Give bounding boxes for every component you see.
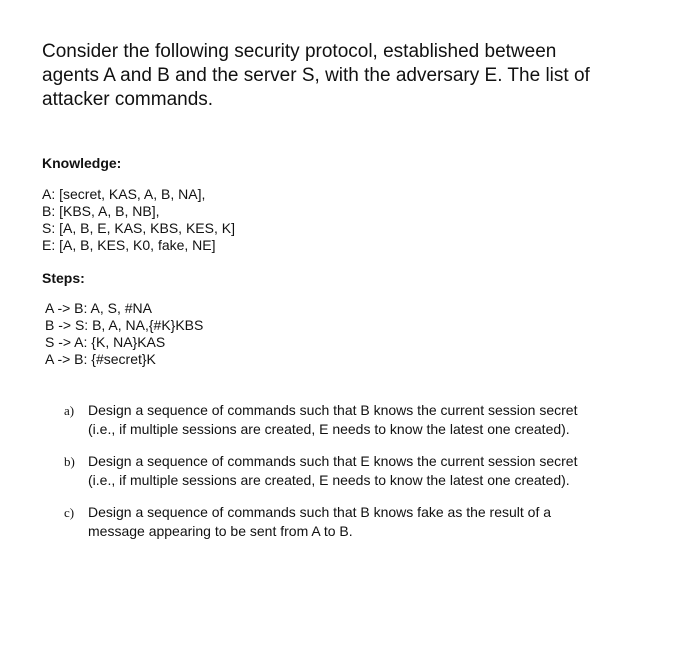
question-line: (i.e., if multiple sessions are created, E needs to know the latest one created). bbox=[88, 472, 570, 488]
question-c bbox=[64, 503, 664, 541]
question-letter: b) bbox=[64, 454, 75, 469]
knowledge-line-a: A: [secret, KAS, A, B, NA], bbox=[42, 186, 206, 202]
knowledge-heading: Knowledge: bbox=[42, 155, 122, 171]
knowledge-line-s: S: [A, B, E, KAS, KBS, KES, K] bbox=[42, 220, 235, 236]
step-line: B -> S: B, A, NA,{#K}KBS bbox=[45, 317, 204, 333]
question-line: Design a sequence of commands such that B knows fake as the result of a bbox=[88, 504, 552, 520]
steps-heading: Steps: bbox=[42, 270, 85, 286]
question-line: Design a sequence of commands such that B knows the current session secret bbox=[88, 402, 578, 418]
question-text bbox=[88, 503, 551, 541]
question-line: Design a sequence of commands such that E knows the current session secret bbox=[88, 453, 578, 469]
intro-line: Consider the following security protocol, established between bbox=[42, 41, 557, 62]
steps-list bbox=[45, 300, 203, 368]
intro-paragraph bbox=[42, 40, 662, 112]
step-line: A -> B: A, S, #NA bbox=[45, 300, 152, 316]
question-letter: a) bbox=[64, 403, 75, 418]
step-line: S -> A: {K, NA}KAS bbox=[45, 334, 166, 350]
question-line: message appearing to be sent from A to B. bbox=[88, 523, 353, 539]
step-line: A -> B: {#secret}K bbox=[45, 351, 156, 367]
question-line: (i.e., if multiple sessions are created, E needs to know the latest one created). bbox=[88, 421, 570, 437]
question-list bbox=[64, 401, 664, 554]
question-text bbox=[88, 401, 577, 439]
intro-line: attacker commands. bbox=[42, 89, 214, 110]
knowledge-line-b: B: [KBS, A, B, NB], bbox=[42, 203, 160, 219]
intro-line: agents A and B and the server S, with the adversary E. The list of bbox=[42, 65, 590, 86]
question-text bbox=[88, 452, 577, 490]
question-a bbox=[64, 401, 664, 439]
question-b bbox=[64, 452, 664, 490]
question-letter: c) bbox=[64, 505, 75, 520]
knowledge-line-e: E: [A, B, KES, K0, fake, NE] bbox=[42, 237, 216, 253]
knowledge-list bbox=[42, 186, 235, 254]
